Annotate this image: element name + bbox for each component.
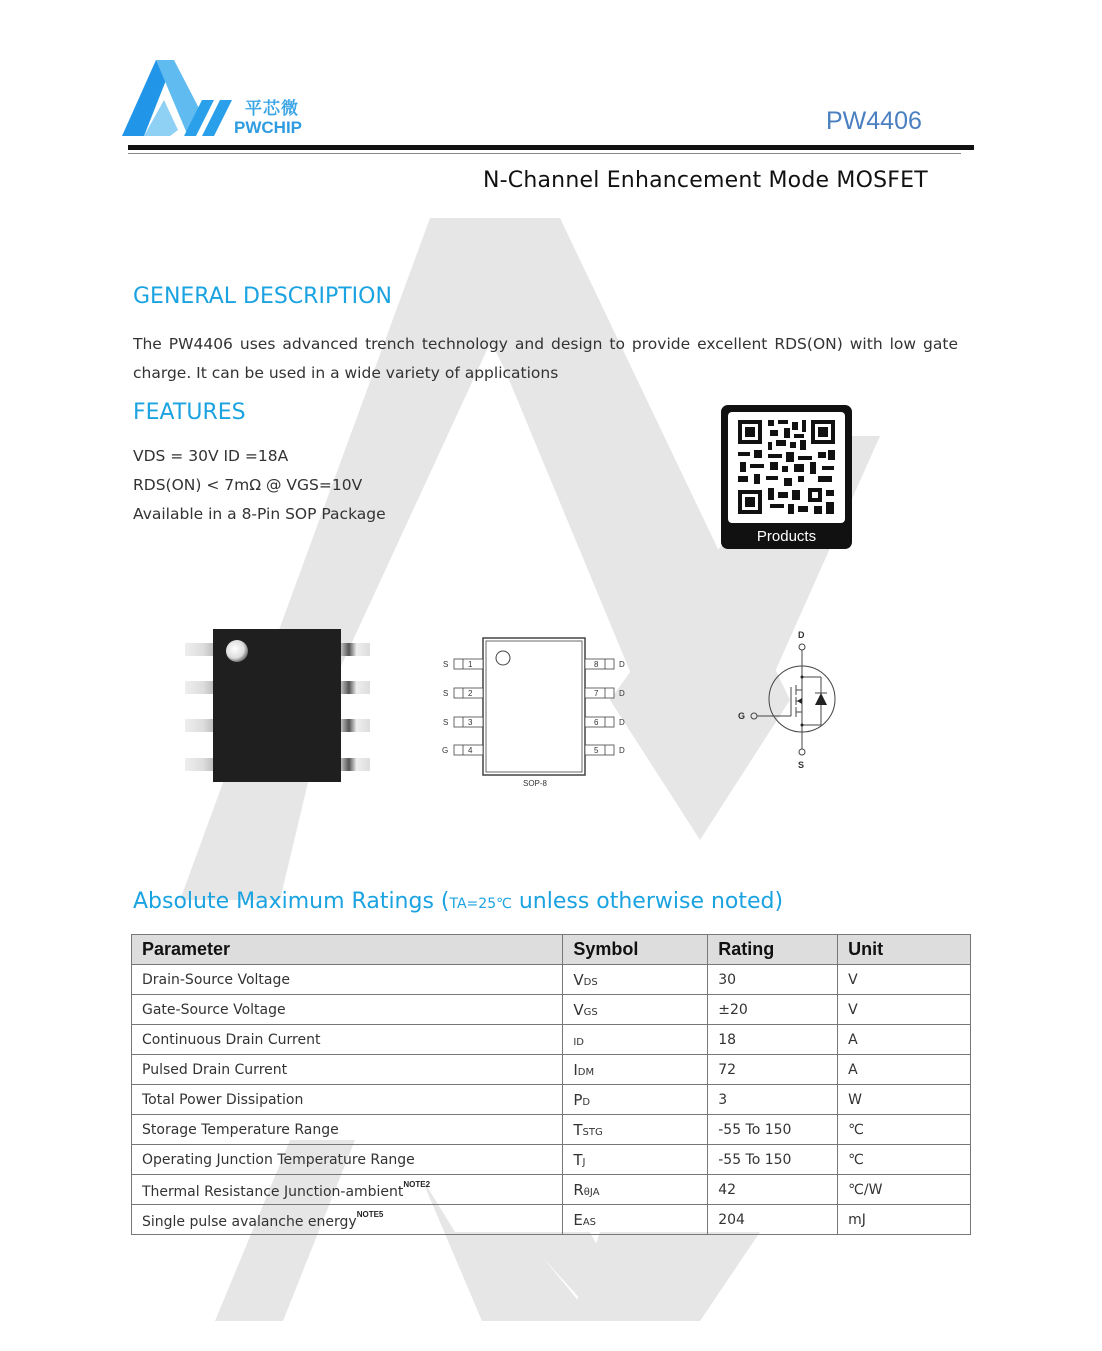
table-row (132, 1145, 971, 1175)
table-row (132, 1085, 971, 1115)
rating-cell: -55 To 150 (708, 1145, 838, 1175)
parameter-name: Gate-Source Voltage (142, 1001, 286, 1018)
symbol-main: E (573, 1210, 583, 1229)
note-reference: NOTE2 (403, 1179, 431, 1189)
table-row (132, 1115, 971, 1145)
unit-cell: V (838, 965, 971, 995)
column-header-rating: Rating (708, 935, 838, 965)
general-description-heading: GENERAL DESCRIPTION (133, 284, 392, 309)
pin-number: 3 (468, 718, 473, 727)
source-label: S (798, 760, 805, 770)
table-row (132, 1175, 971, 1205)
general-description-text: The PW4406 uses advanced trench technology and design to provide excellent RDS(ON) with low gate charge. It can be used in a wide variety of applications (133, 335, 958, 382)
feature-item: RDS(ON) < 7mΩ @ VGS=10V (133, 476, 363, 494)
parameter-cell (132, 965, 563, 995)
pin-number: 4 (468, 746, 473, 755)
ratings-heading-tail: unless otherwise noted) (511, 889, 784, 914)
rating-cell: 3 (708, 1085, 838, 1115)
symbol-subscript: θJA (583, 1186, 600, 1198)
parameter-name: Drain-Source Voltage (142, 971, 290, 988)
pin-number: 8 (594, 660, 599, 669)
symbol-main: P (573, 1090, 583, 1109)
unit-cell: W (838, 1085, 971, 1115)
rating-cell: 18 (708, 1025, 838, 1055)
pin-name: G (442, 746, 449, 755)
symbol-subscript: DM (577, 1066, 595, 1078)
pin-name: D (619, 746, 625, 755)
unit-cell: mJ (838, 1205, 971, 1235)
parameter-cell (132, 1145, 563, 1175)
pin-number: 6 (594, 718, 599, 727)
document-title: N-Channel Enhancement Mode MOSFET (483, 168, 928, 193)
rating-cell: 30 (708, 965, 838, 995)
parameter-cell (132, 1175, 563, 1205)
ratings-heading-main: Absolute Maximum Ratings ( (133, 889, 450, 914)
pin-name: S (443, 660, 449, 669)
parameter-name: Single pulse avalanche energy (142, 1213, 357, 1230)
table-row (132, 1205, 971, 1235)
symbol-cell (563, 1085, 708, 1115)
sop8-pinout-diagram (435, 628, 635, 793)
column-header-unit: Unit (838, 935, 971, 965)
unit-cell: A (838, 1055, 971, 1085)
symbol-cell (563, 1145, 708, 1175)
symbol-subscript: STG (582, 1126, 603, 1138)
symbol-cell (563, 965, 708, 995)
note-reference: NOTE5 (356, 1209, 384, 1219)
symbol-main: I (573, 1060, 578, 1079)
symbol-subscript: ID (573, 1036, 585, 1048)
unit-cell: ℃/W (838, 1175, 971, 1205)
pin-number: 2 (468, 689, 473, 698)
symbol-cell (563, 995, 708, 1025)
column-header-symbol: Symbol (563, 935, 708, 965)
parameter-name: Continuous Drain Current (142, 1031, 321, 1048)
symbol-main: V (573, 1000, 584, 1019)
rating-cell: 42 (708, 1175, 838, 1205)
parameter-name: Thermal Resistance Junction-ambient (142, 1183, 404, 1200)
parameter-name: Operating Junction Temperature Range (142, 1151, 415, 1168)
unit-cell: A (838, 1025, 971, 1055)
table-row (132, 965, 971, 995)
symbol-subscript: AS (582, 1216, 597, 1228)
absolute-maximum-ratings-table (131, 934, 971, 1235)
symbol-subscript: DS (583, 976, 598, 988)
rating-cell: 72 (708, 1055, 838, 1085)
rating-cell: ±20 (708, 995, 838, 1025)
symbol-main: V (573, 970, 584, 989)
symbol-cell (563, 1205, 708, 1235)
symbol-cell (563, 1175, 708, 1205)
table-row (132, 1025, 971, 1055)
symbol-subscript: J (582, 1156, 586, 1168)
symbol-main: T (573, 1120, 583, 1139)
brand-name-chinese: 平芯微 (245, 99, 299, 119)
table-row (132, 1055, 971, 1085)
pin-name: D (619, 718, 625, 727)
table-header-row (132, 935, 971, 965)
parameter-name: Pulsed Drain Current (142, 1061, 288, 1078)
package-label: SOP-8 (523, 779, 548, 788)
feature-item: VDS = 30V ID =18A (133, 447, 289, 465)
parameter-name: Total Power Dissipation (142, 1091, 304, 1108)
qr-code-badge[interactable] (721, 405, 852, 549)
parameter-cell (132, 1085, 563, 1115)
parameter-cell (132, 1115, 563, 1145)
feature-item: Available in a 8-Pin SOP Package (133, 505, 386, 523)
parameter-cell (132, 1205, 563, 1235)
pin-number: 1 (468, 660, 473, 669)
pin-name: D (619, 689, 625, 698)
symbol-subscript: D (582, 1096, 591, 1108)
part-number: PW4406 (826, 107, 922, 135)
parameter-cell (132, 995, 563, 1025)
unit-cell: ℃ (838, 1145, 971, 1175)
mosfet-schematic-symbol (735, 625, 850, 775)
symbol-main: T (573, 1150, 583, 1169)
pin-number: 7 (594, 689, 599, 698)
pin-name: S (443, 718, 449, 727)
gate-label: G (738, 711, 746, 721)
parameter-cell (132, 1025, 563, 1055)
parameter-cell (132, 1055, 563, 1085)
pwchip-logo-icon (122, 60, 232, 138)
table-row (132, 995, 971, 1025)
symbol-cell (563, 1055, 708, 1085)
sop8-package-photo (180, 625, 380, 795)
pin-number: 5 (594, 746, 599, 755)
header-rule-thin (128, 153, 961, 154)
rating-cell: -55 To 150 (708, 1115, 838, 1145)
symbol-subscript: GS (583, 1006, 598, 1018)
unit-cell: ℃ (838, 1115, 971, 1145)
absolute-maximum-ratings-heading (133, 889, 783, 914)
unit-cell: V (838, 995, 971, 1025)
qr-label: Products (756, 528, 817, 545)
drain-label: D (798, 630, 805, 640)
pin-name: D (619, 660, 625, 669)
rating-cell: 204 (708, 1205, 838, 1235)
symbol-cell (563, 1115, 708, 1145)
symbol-cell (563, 1025, 708, 1055)
features-heading: FEATURES (133, 400, 246, 425)
column-header-parameter: Parameter (132, 935, 563, 965)
symbol-main: R (573, 1180, 584, 1199)
pin-name: S (443, 689, 449, 698)
parameter-name: Storage Temperature Range (142, 1121, 339, 1138)
header-rule (128, 145, 974, 150)
ratings-heading-condition: TA=25℃ (449, 896, 512, 912)
qr-code-icon (728, 412, 845, 523)
brand-name: PWCHIP (234, 118, 302, 137)
